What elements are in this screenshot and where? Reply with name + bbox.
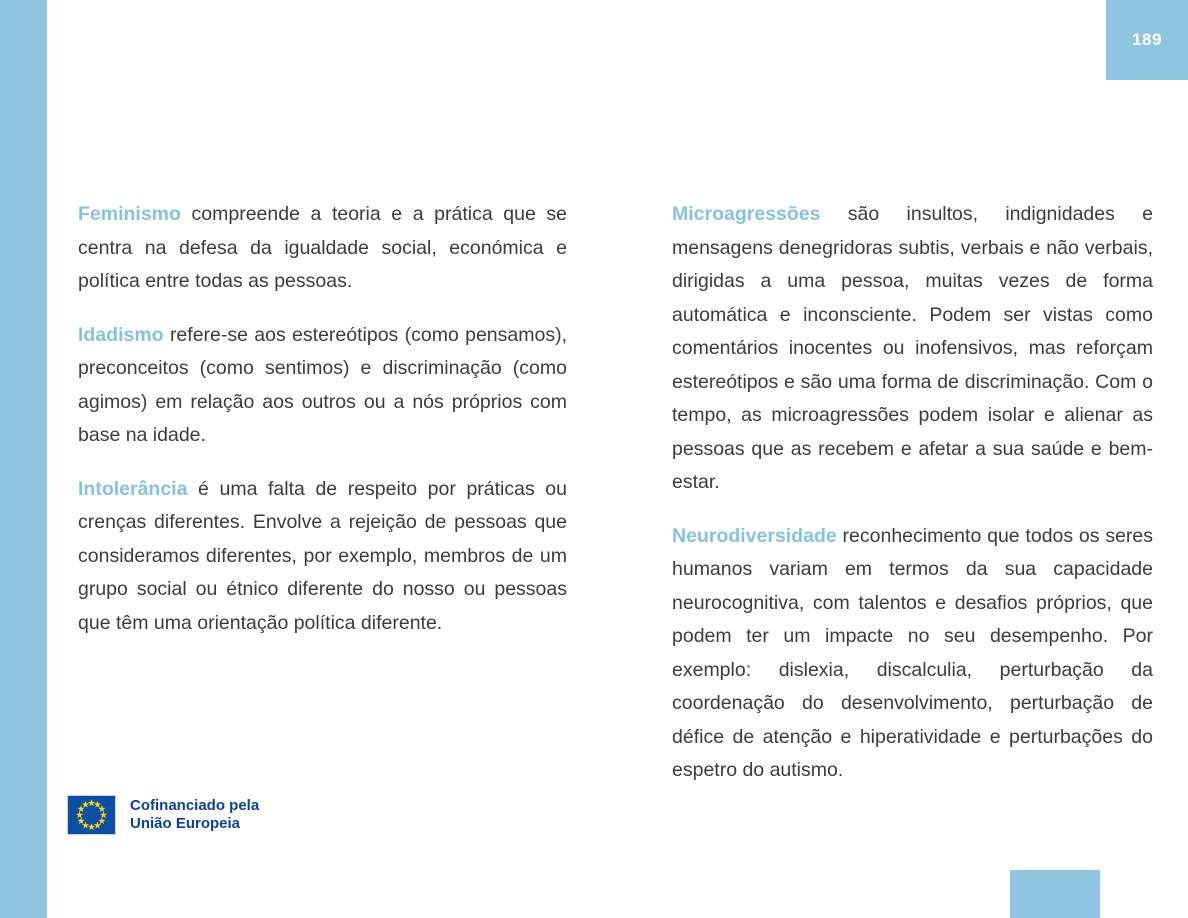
glossary-entry-feminismo — [78, 198, 567, 299]
glossary-left-column — [78, 198, 567, 660]
page-number-tab — [1106, 0, 1188, 80]
glossary-entry-idadismo — [78, 319, 567, 453]
page-number: 189 — [1132, 30, 1162, 49]
term-definition: são insultos, indignidades e mensagens denegridoras subtis, verbais e não verbais, dirigidas a uma pessoa, muitas vezes de forma automática e inconsciente. Podem ser vistas como comentários inocentes ou inofensivos, mas reforçam estereótipos e são uma forma de discriminação. Com o tempo, as microagressões podem isolar e alienar as pessoas que as recebem e afetar a sua saúde e bem-estar. — [672, 203, 1153, 493]
term-label: Feminismo — [78, 203, 181, 225]
glossary-entry-microagressoes — [672, 198, 1153, 500]
left-accent-bar — [0, 0, 47, 918]
glossary-entry-neurodiversidade — [672, 520, 1153, 788]
eu-logo-line2: União Europeia — [130, 815, 241, 832]
term-definition: compreende a teoria e a prática que se centra na defesa da igualdade social, económica e política entre todas as pessoas. — [78, 203, 567, 292]
eu-logo-line1: Cofinanciado pela — [130, 797, 260, 814]
eu-flag-icon — [68, 796, 115, 834]
eu-logo-text — [130, 797, 259, 833]
term-definition: refere-se aos estereótipos (como pensamos), preconceitos (como sentimos) e discriminação (como agimos) em relação aos outros ou a nós próprios com base na idade. — [78, 323, 567, 446]
term-definition: é uma falta de respeito por práticas ou crenças diferentes. Envolve a rejeição de pessoas que consideramos diferentes, por exemplo, membros de um grupo social ou étnico diferente do nosso ou pessoas que têm uma orientação política diferente. — [78, 477, 567, 634]
term-label: Idadismo — [78, 323, 164, 346]
bottom-accent-tab — [1010, 870, 1100, 918]
term-definition: reconhecimento que todos os seres humanos variam em termos da sua capacidade neurocognitiva, com talentos e desafios próprios, que podem ter um impacte no seu desempenho. Por exemplo: dislexia, discalculia, perturbação da coordenação do desenvolvimento, perturbação de défice de atenção e hiperatividade e perturbações do espetro do autismo. — [672, 524, 1154, 781]
term-label: Microagressões — [672, 203, 821, 225]
glossary-entry-intolerancia — [78, 473, 567, 641]
eu-cofunded-logo — [68, 796, 259, 834]
term-label: Neurodiversidade — [672, 524, 837, 547]
glossary-right-column — [672, 198, 1153, 808]
term-label: Intolerância — [78, 477, 188, 500]
